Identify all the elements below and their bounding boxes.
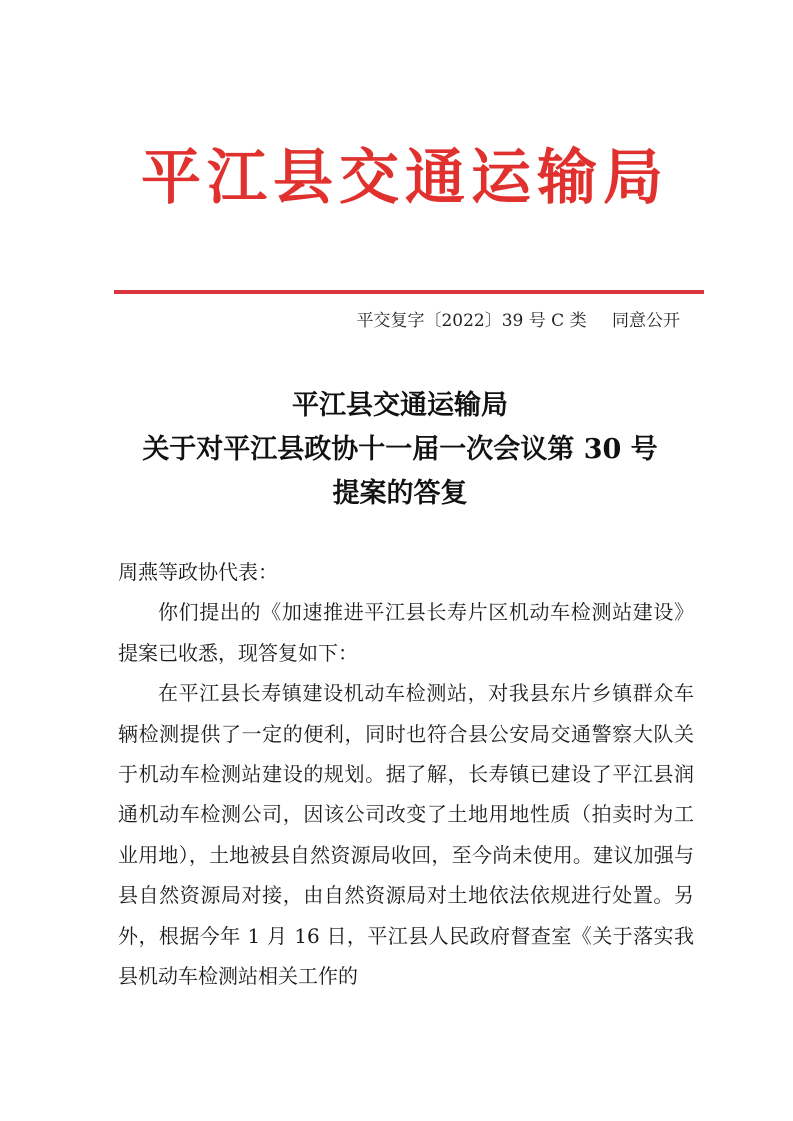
- salutation: 周燕等政协代表：: [118, 560, 278, 584]
- title-line-2: 关于对平江县政协十一届一次会议第 30 号: [142, 434, 658, 465]
- title-line-1: 平江县交通运输局: [292, 390, 508, 421]
- document-number-line: [0, 306, 680, 331]
- document-reference-number: 平交复字〔2022〕39 号 C 类: [356, 311, 587, 331]
- body-paragraph-2: 在平江县长寿镇建设机动车检测站，对我县东片乡镇群众车辆检测提供了一定的便利，同时也符合县公安局交通警察大队关于机动车检测站建设的规划。据了解，长寿镇已建设了平江县润通机动车检测公司，因该公司改变了土地用地性质（拍卖时为工业用地），土地被县自然资源局收回，至今尚未使用。建议加强与县自然资源局对接，由自然资源局对土地依法依规进行处置。另外，根据今年 1 月 16 日，平江县人民政府督查室《关于落实我县机动车检测站相关工作的: [118, 681, 694, 989]
- document-title: [100, 384, 700, 516]
- title-line-3: 提案的答复: [332, 478, 468, 509]
- red-divider-rule: [114, 290, 704, 294]
- body-paragraph-1: 你们提出的《加速推进平江县长寿片区机动车检测站建设》提案已收悉，现答复如下：: [118, 600, 694, 665]
- document-body: [118, 552, 694, 996]
- disclosure-status: 同意公开: [612, 311, 680, 331]
- issuer-masthead: 平江县交通运输局: [141, 143, 669, 213]
